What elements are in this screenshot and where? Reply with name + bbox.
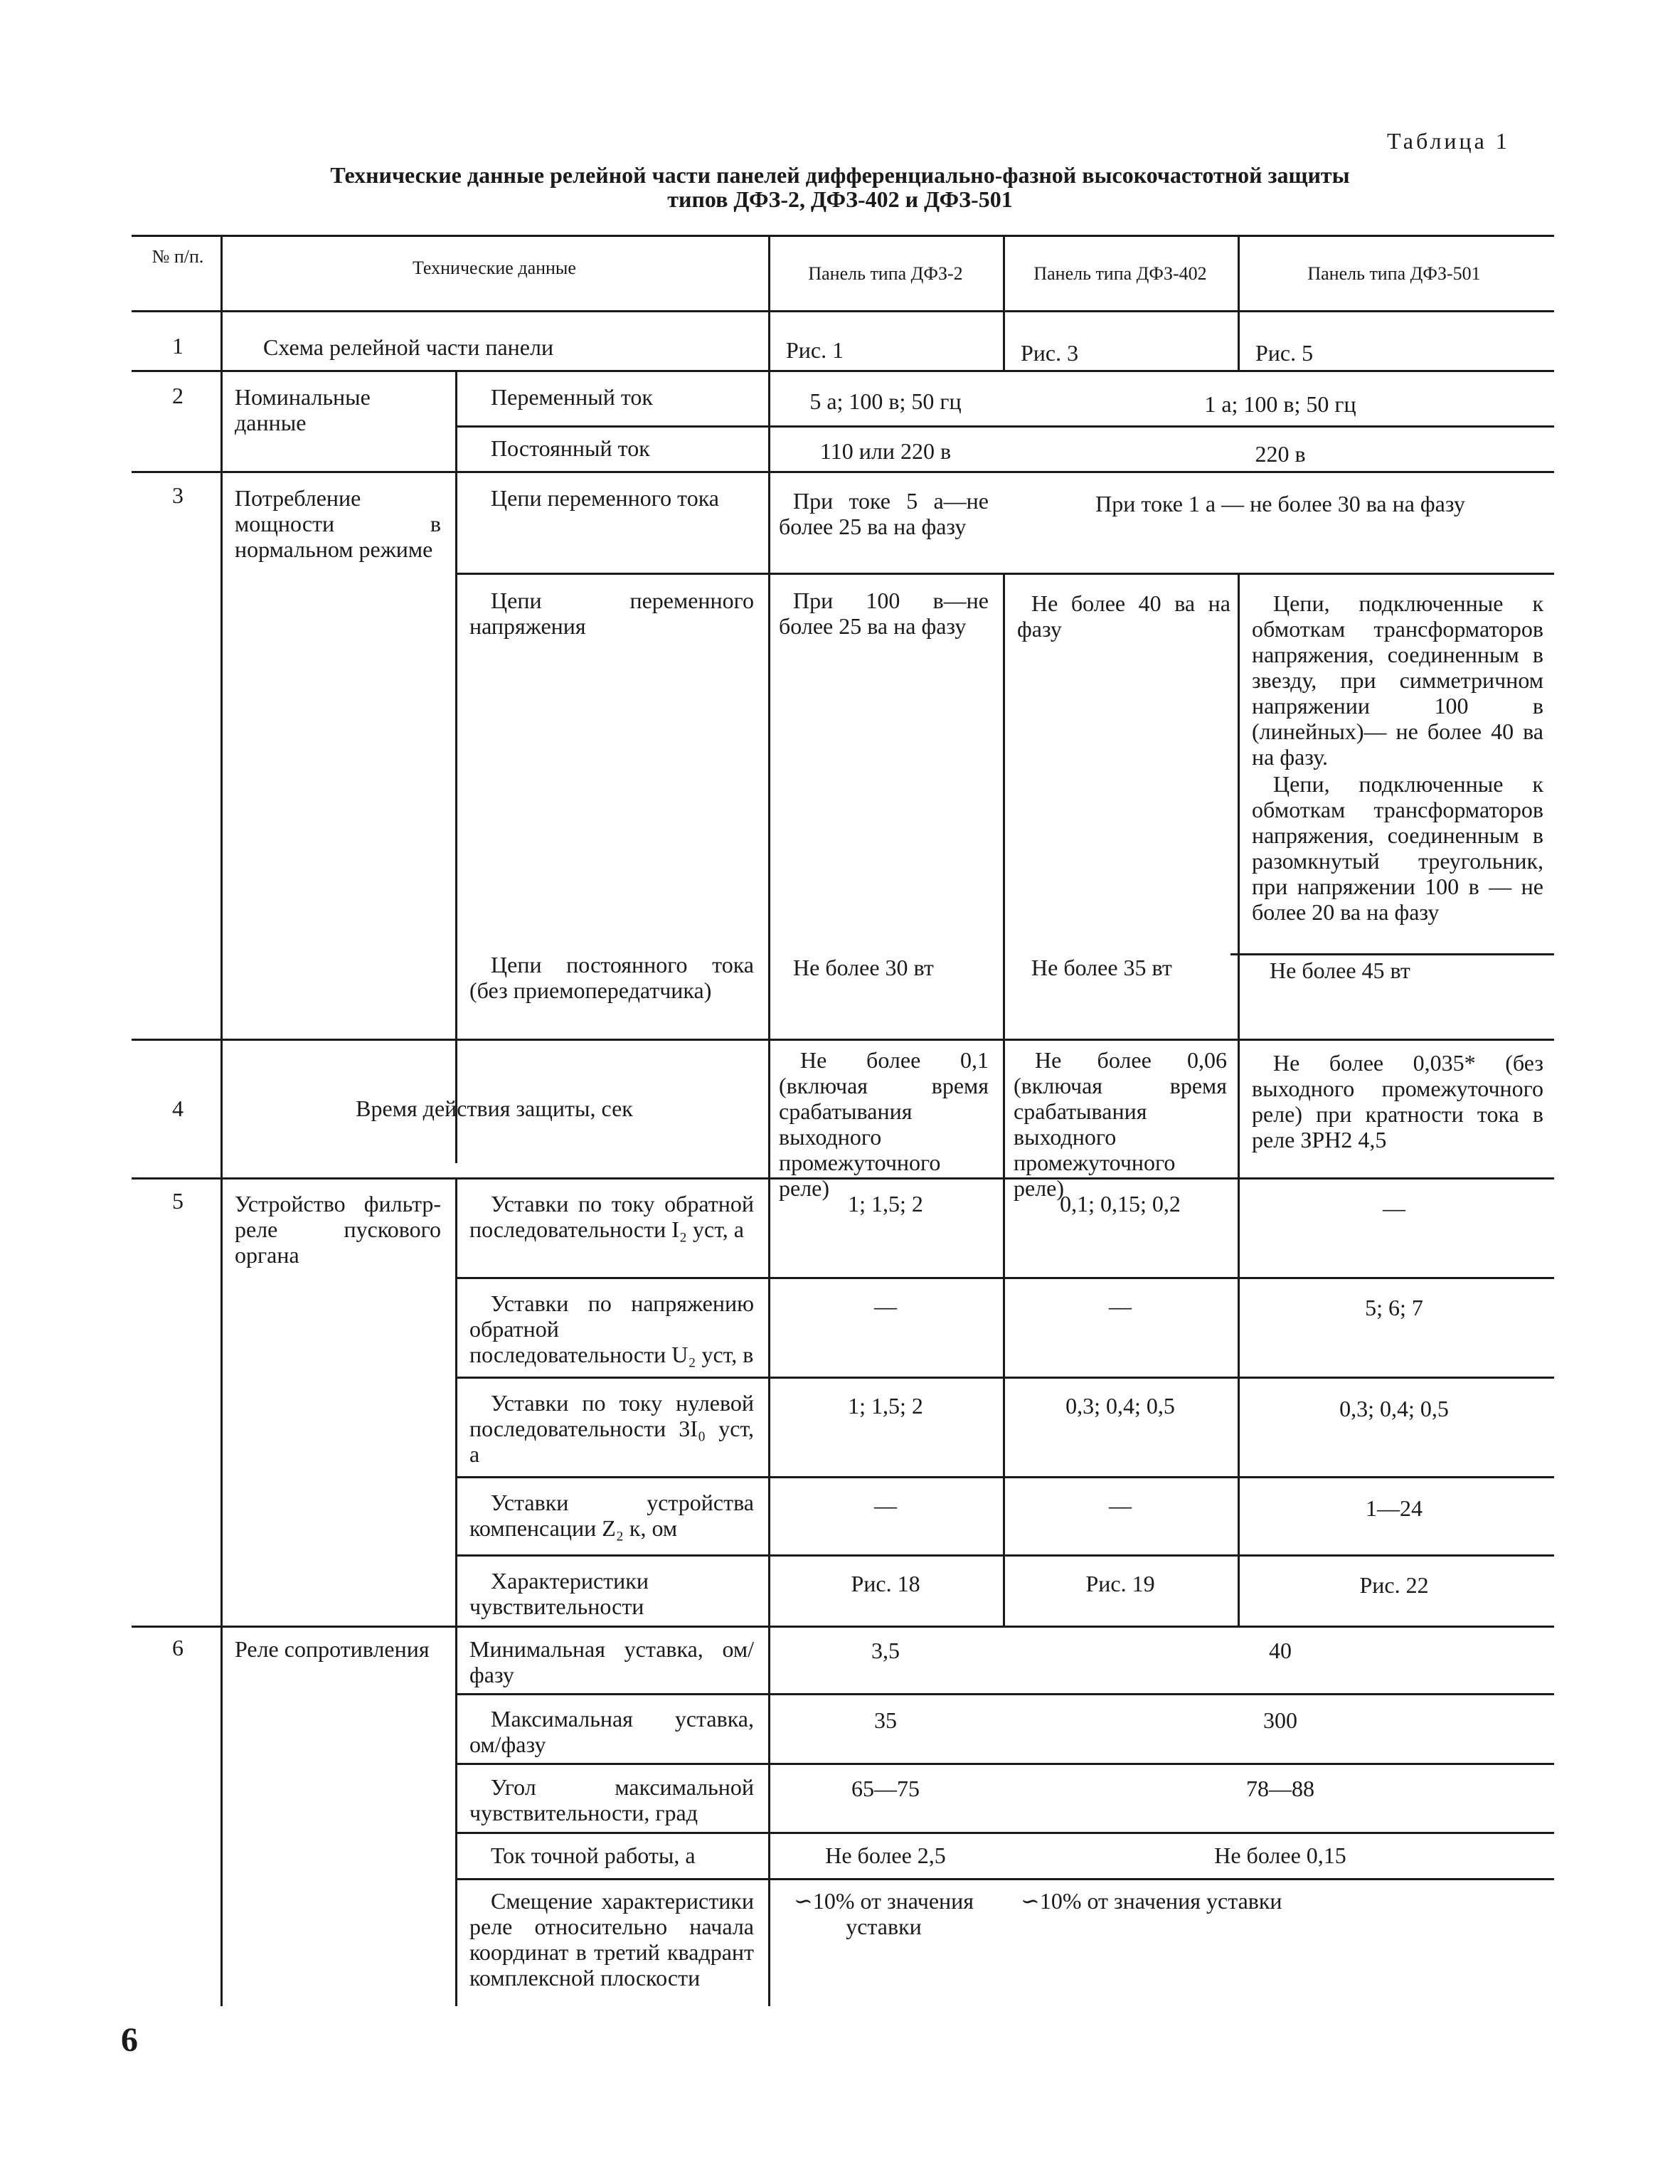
- row1-label: Схема релейной части панели: [263, 334, 554, 360]
- row3b-p402: Не более 40 ва на фазу: [1017, 590, 1230, 642]
- row5e-p2: Рис. 18: [851, 1571, 920, 1596]
- row3a-p2: При токе 5 а—не более 25 ва на фазу: [779, 488, 989, 539]
- row4-p501: Не более 0,035* (без выходного промежуточного реле) при кратности тока в реле ЗРН2 4,5: [1252, 1050, 1543, 1152]
- row6b-p2: 35: [874, 1707, 897, 1733]
- row5d-label: Уставки устройства компенсации Z₂ к, ом: [469, 1490, 754, 1541]
- row5d-p501: 1—24: [1366, 1495, 1423, 1521]
- row3a-label: Цепи переменного тока: [491, 485, 719, 511]
- header-p2: Панель типа ДФЗ-2: [808, 263, 963, 284]
- rule-row6d: [455, 1878, 1554, 1880]
- header-num: № п/п.: [151, 246, 204, 267]
- col-rule-p501-head: [1238, 235, 1240, 370]
- row5e-p501: Рис. 22: [1359, 1572, 1429, 1598]
- rule-row2: [132, 471, 1554, 473]
- row5a-label: Уставки по току обратной последовательности I₂ уст, а: [469, 1191, 754, 1242]
- col-rule-sub-lower: [455, 1177, 457, 2006]
- row6d-label: Ток точной работы, а: [491, 1843, 696, 1868]
- row4-p402: Не более 0,06 (включая время срабатывания выходного промежуточного реле): [1014, 1047, 1227, 1201]
- rule-header-bottom: [132, 310, 1554, 312]
- row3-label: Потребление мощности в нормальном режиме: [235, 485, 441, 562]
- row6b-p402-501: 300: [1263, 1707, 1297, 1733]
- row5e-label: Характеристики чувствительности: [469, 1568, 649, 1619]
- col-rule-p402-head: [1003, 235, 1005, 370]
- rule-top: [132, 235, 1554, 237]
- row6e-p402-501: ∽10% от значения уставки: [1021, 1888, 1282, 1914]
- row5c-p501: 0,3; 0,4; 0,5: [1339, 1396, 1449, 1421]
- row5c-label: Уставки по току нулевой последовательности 3I₀ уст, а: [469, 1390, 754, 1467]
- title-line-1: Технические данные релейной части панелей дифференциально-фазной высокочастотной защиты: [330, 162, 1350, 188]
- row2a-label: Переменный ток: [491, 384, 653, 410]
- row3c-p501: Не более 45 вт: [1270, 958, 1410, 983]
- row5d-p2: —: [874, 1493, 897, 1518]
- rule-row2a: [455, 425, 1554, 428]
- row5-label: Устройство фильтр-реле пускового органа: [235, 1191, 441, 1268]
- row3c-p2: Не более 30 вт: [793, 955, 934, 980]
- row4-num: 4: [172, 1096, 184, 1121]
- row5c-p2: 1; 1,5; 2: [848, 1393, 923, 1419]
- row6c-label: Угол максимальной чувствительности, град: [469, 1774, 754, 1825]
- row1-p2: Рис. 1: [786, 337, 844, 363]
- header-p402: Панель типа ДФЗ-402: [1033, 263, 1207, 284]
- row3a-p402-501: При токе 1 а — не более 30 ва на фазу: [1095, 491, 1465, 516]
- row3b-p501-part2: Цепи, подключенные к обмоткам трансформаторов напряжения, соединенным в разомкнутый треугольник, при напряжении 100 в — не более 20 ва на фазу: [1252, 771, 1543, 925]
- col-rule-num: [220, 235, 223, 2006]
- row2b-p2: 110 или 220 в: [819, 438, 952, 464]
- row5c-p402: 0,3; 0,4; 0,5: [1065, 1393, 1175, 1419]
- row6b-label: Максимальная уставка, ом/фазу: [469, 1706, 754, 1757]
- row3c-p402: Не более 35 вт: [1031, 955, 1172, 980]
- row5b-label: Уставки по напряжению обратной последовательности U₂ уст, в: [469, 1290, 754, 1367]
- row6c-p2: 65—75: [851, 1776, 920, 1801]
- row2-label: Номинальные данные: [235, 384, 371, 435]
- row6e-p2: ∽10% от значения уставки: [794, 1888, 974, 1939]
- row5a-p501: —: [1383, 1195, 1405, 1221]
- col-rule-p2: [768, 235, 770, 2006]
- row2-num: 2: [172, 383, 184, 408]
- row3b-p501-part1: Цепи, подключенные к обмоткам трансформаторов напряжения, соединенным в звезду, при симметричном напряжении 100 в (линейных)— не более 40 ва на фазу.: [1252, 590, 1543, 770]
- rule-row1: [132, 370, 1554, 372]
- col-rule-p402-mid: [1003, 573, 1005, 1626]
- rule-row6c: [455, 1832, 1554, 1834]
- row2a-p2: 5 а; 100 в; 50 гц: [809, 388, 962, 414]
- col-rule-sub-upper: [455, 370, 457, 1163]
- row6-label: Реле сопротивления: [235, 1636, 430, 1662]
- row6a-p402-501: 40: [1269, 1638, 1292, 1663]
- row6a-label: Минимальная уставка, ом/фазу: [469, 1636, 754, 1687]
- row5-num: 5: [172, 1188, 184, 1214]
- row3b-p2: При 100 в—не более 25 ва на фазу: [779, 588, 989, 639]
- row2b-p402-501: 220 в: [1255, 441, 1306, 467]
- header-data: Технические данные: [413, 258, 576, 278]
- rule-row5: [132, 1626, 1554, 1628]
- row5d-p402: —: [1109, 1493, 1132, 1518]
- page-number: 6: [121, 2021, 138, 2059]
- row4-label: Время действия защиты, сек: [356, 1096, 633, 1121]
- row6-num: 6: [172, 1635, 184, 1660]
- row3b-label: Цепи переменного напряжения: [469, 588, 754, 639]
- rule-row3: [132, 1039, 1554, 1041]
- row6e-label: Смещение характеристики реле относительно начала координат в третий квадрант комплексной плоскости: [469, 1888, 754, 1990]
- rule-row3b-501: [1230, 953, 1554, 955]
- row5a-p2: 1; 1,5; 2: [848, 1191, 923, 1216]
- row5e-p402: Рис. 19: [1085, 1571, 1155, 1596]
- row2a-p402-501: 1 а; 100 в; 50 гц: [1204, 391, 1356, 417]
- col-rule-p501-mid: [1238, 573, 1240, 1626]
- row6d-p402-501: Не более 0,15: [1214, 1843, 1346, 1868]
- row3-num: 3: [172, 482, 184, 508]
- title-line-2: типов ДФЗ-2, ДФЗ-402 и ДФЗ-501: [667, 186, 1013, 212]
- row3c-label: Цепи постоянного тока (без приемопередатчика): [469, 952, 754, 1003]
- row1-num: 1: [172, 333, 184, 359]
- row5b-p501: 5; 6; 7: [1365, 1295, 1423, 1320]
- table-label: Таблица 1: [1387, 128, 1510, 154]
- row6d-p2: Не более 2,5: [825, 1843, 946, 1868]
- row1-p402: Рис. 3: [1021, 340, 1079, 366]
- row5b-p402: —: [1109, 1293, 1132, 1319]
- row2b-label: Постоянный ток: [491, 435, 650, 461]
- row5a-p402: 0,1; 0,15; 0,2: [1060, 1191, 1181, 1216]
- header-p501: Панель типа ДФЗ-501: [1307, 263, 1481, 284]
- row6a-p2: 3,5: [871, 1638, 900, 1663]
- row4-p2: Не более 0,1 (включая время срабатывания выходного промежуточного реле): [779, 1047, 989, 1201]
- rule-row6a: [455, 1693, 1554, 1695]
- row1-p501: Рис. 5: [1255, 340, 1314, 366]
- row6c-p402-501: 78—88: [1246, 1776, 1314, 1801]
- rule-row6b: [455, 1763, 1554, 1765]
- row5b-p2: —: [874, 1293, 897, 1319]
